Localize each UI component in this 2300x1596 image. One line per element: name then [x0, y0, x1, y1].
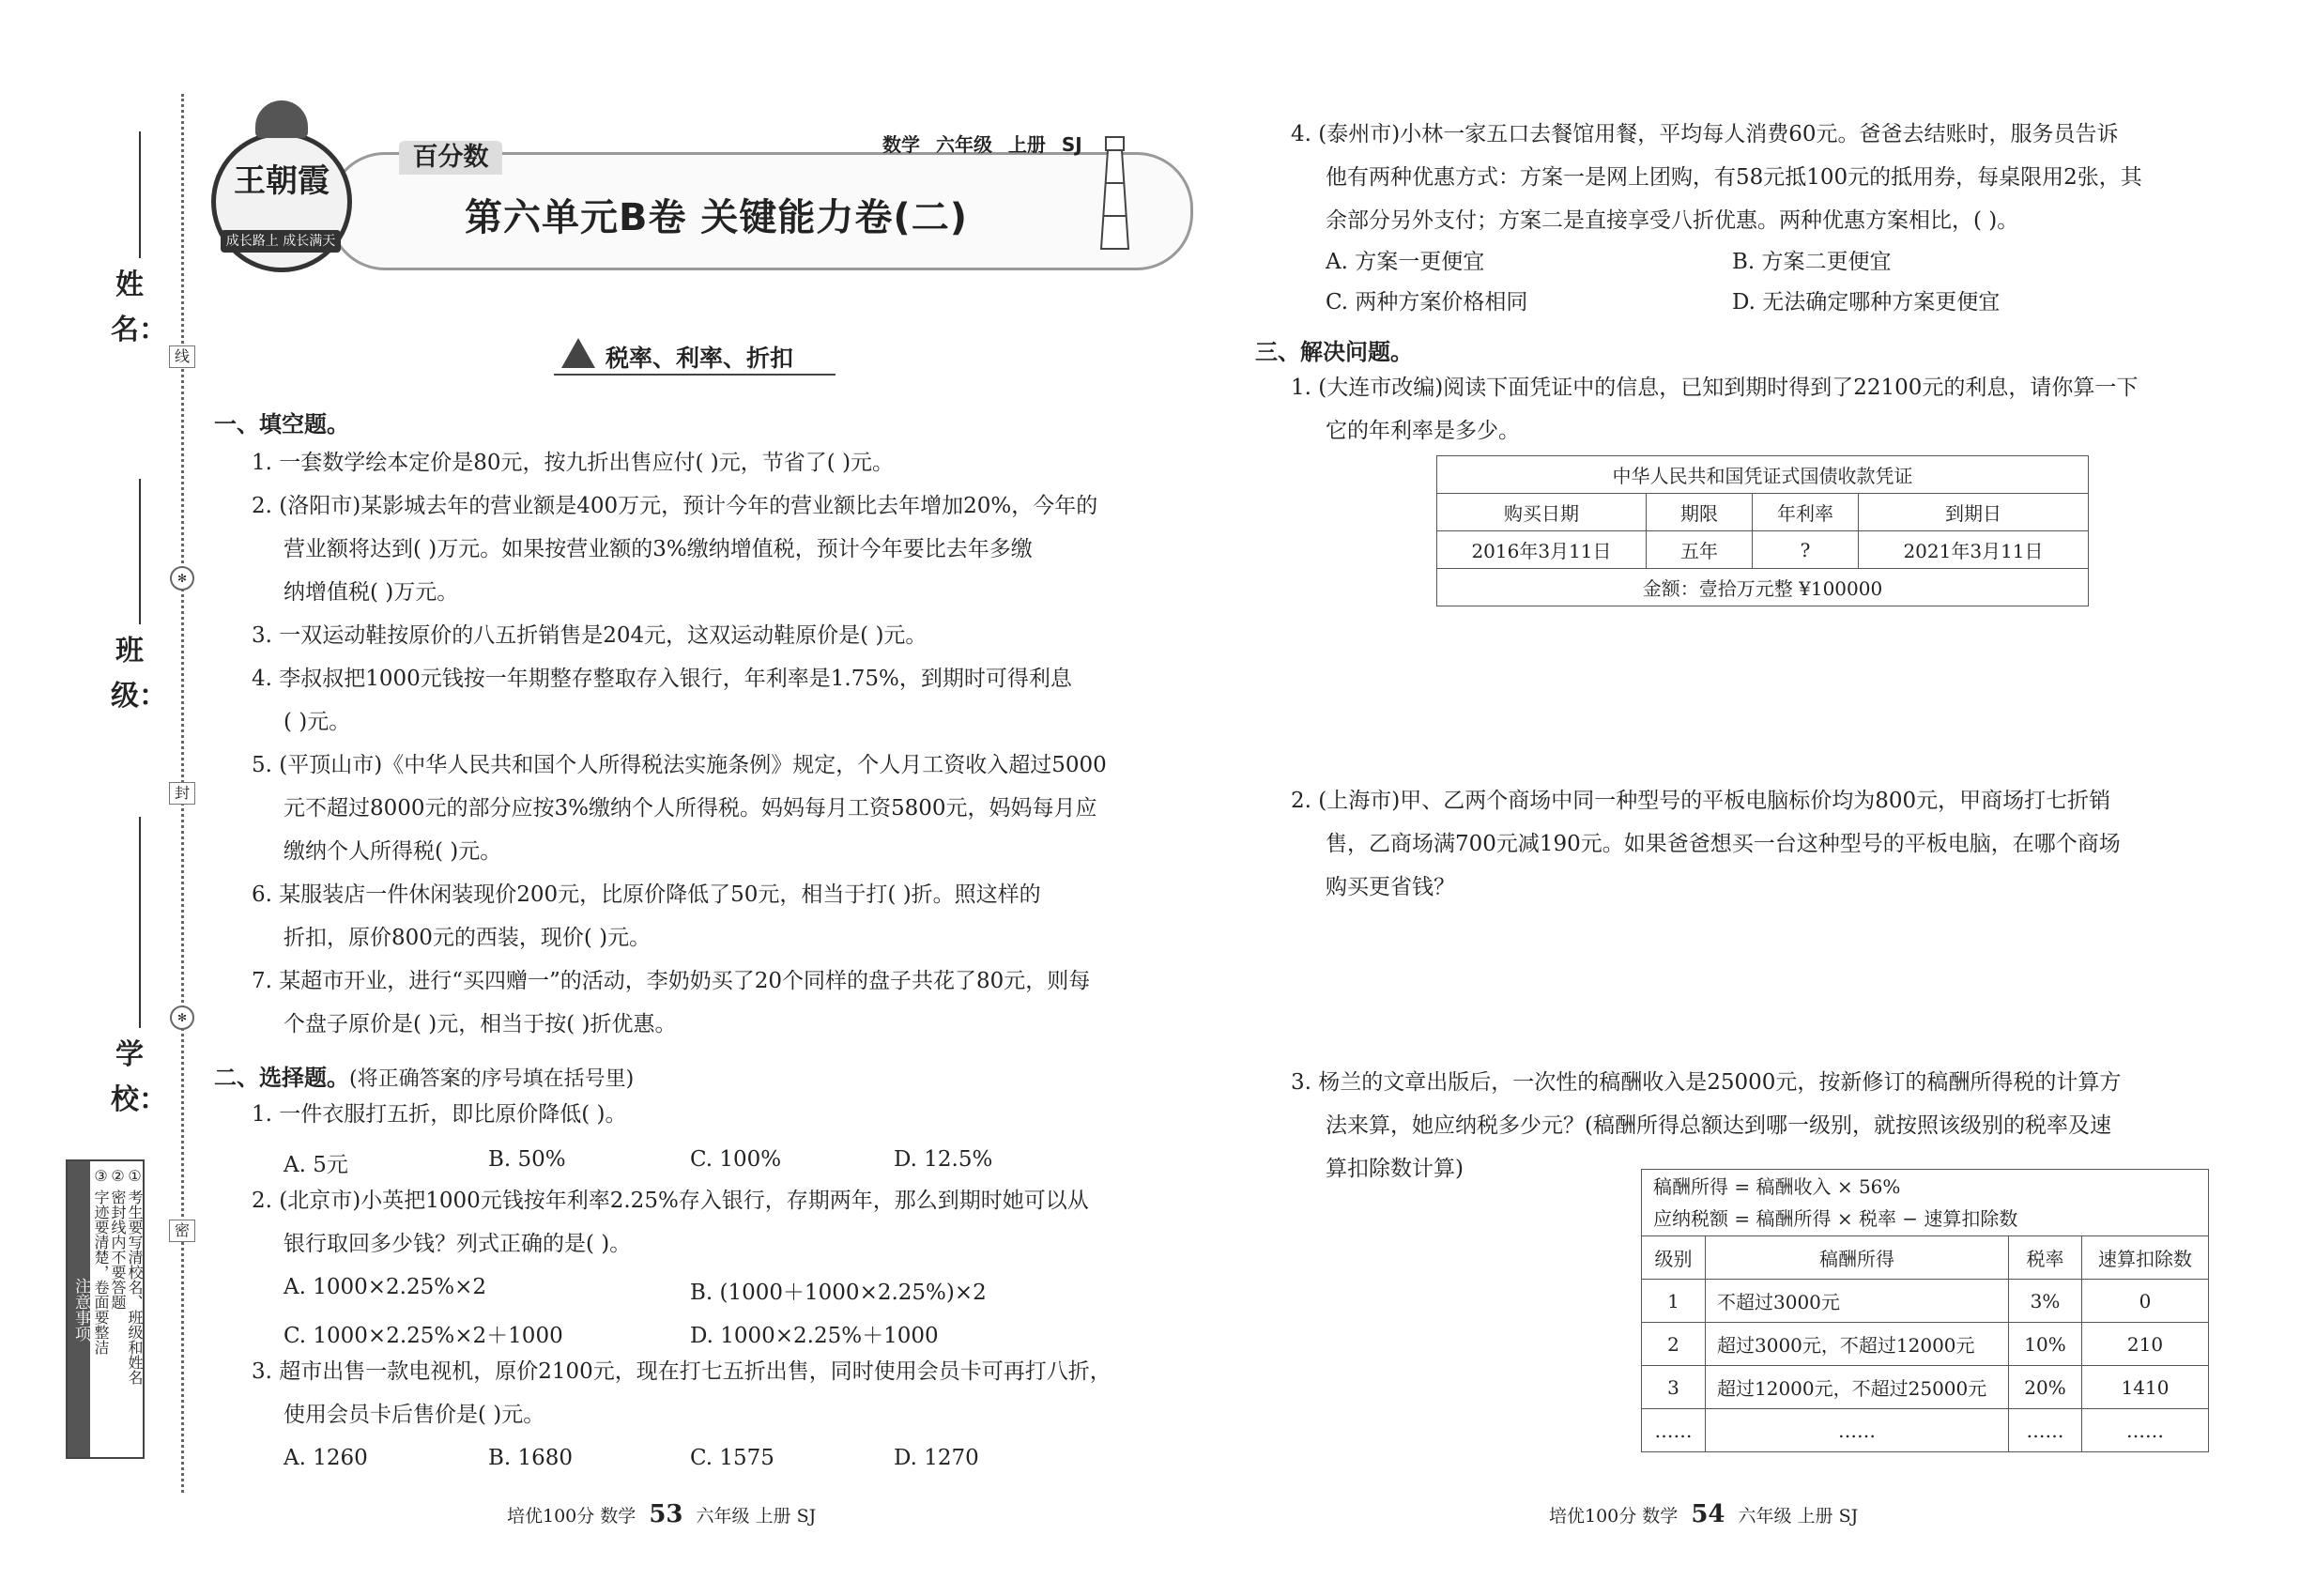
choice-q2-line1: 2. (北京市)小英把1000元钱按年利率2.25%存入银行，存期两年，那么到期时她可以从	[252, 1189, 1089, 1213]
tax-header: 级别	[1642, 1236, 1706, 1280]
table-row	[1642, 1323, 2209, 1366]
voucher-header: 到期日	[1859, 494, 2089, 531]
voucher-header: 年利率	[1753, 494, 1859, 531]
voucher-title: 中华人民共和国凭证式国债收款凭证	[1437, 456, 2089, 494]
solve-q2-line1: 2. (上海市)甲、乙两个商场中同一种型号的平板电脑标价均为800元，甲商场打七折销	[1291, 789, 2111, 813]
choice-q3-opt-d: D. 1270	[894, 1446, 979, 1470]
school-blank	[139, 817, 141, 1028]
notice-item: ① 考生要写清校名、班级和姓名	[126, 1167, 144, 1386]
tax-cell: 1	[1642, 1280, 1706, 1323]
tax-cell: 210	[2082, 1323, 2209, 1366]
tax-formulas	[1642, 1170, 2209, 1236]
choice-q1: 1. 一件衣服打五折，即比原价降低( )。	[252, 1102, 627, 1127]
tax-cell: 20%	[2009, 1366, 2082, 1409]
gear-icon: ✻	[170, 1005, 194, 1030]
solve-q3-line2: 法来算，她应纳税多少元？(稿酬所得总额达到哪一级别，就按照该级别的税率及速	[1326, 1113, 2111, 1138]
choice-q3-opt-b: B. 1680	[488, 1446, 574, 1470]
unit-tab: 百分数	[399, 141, 502, 175]
seal-mark-dense: 密	[169, 1220, 195, 1242]
choice-q4-opt-a: A. 方案一更便宜	[1326, 250, 1485, 274]
solve-q3-line1: 3. 杨兰的文章出版后，一次性的稿酬收入是25000元，按新修订的稿酬所得税的计算方	[1291, 1070, 2122, 1095]
table-row	[1642, 1366, 2209, 1409]
footer-right-post: 六年级 上册 SJ	[1738, 1506, 1859, 1527]
fill-q5-line3: 缴纳个人所得税( )元。	[284, 839, 502, 864]
fill-q6-line2: 折扣，原价800元的西装，现价( )元。	[284, 926, 652, 950]
choice-q4-opt-d: D. 无法确定哪种方案更便宜	[1732, 290, 2001, 315]
choice-q1-opt-d: D. 12.5%	[894, 1147, 993, 1172]
footer-left	[507, 1500, 816, 1528]
solve-q1-line1: 1. (大连市改编)阅读下面凭证中的信息，已知到期时得到了22100元的利息，请你算一下	[1291, 376, 2139, 400]
footer-left-pre: 培优100分 数学	[507, 1506, 636, 1527]
footer-right-pre: 培优100分 数学	[1549, 1506, 1679, 1527]
seal-mark-seal: 封	[169, 782, 195, 805]
page-title: 第六单元B卷 关键能力卷(二)	[465, 196, 968, 239]
solve-q1-line2: 它的年利率是多少。	[1326, 419, 1520, 443]
fill-q6-line1: 6. 某服装店一件休闲装现价200元，比原价降低了50元，相当于打( )折。照这样的	[252, 882, 1041, 907]
tax-cell: 0	[2082, 1280, 2209, 1323]
tax-cell: ……	[1706, 1409, 2009, 1452]
fill-q3: 3. 一双运动鞋按原价的八五折销售是204元，这双运动鞋原价是( )元。	[252, 623, 928, 648]
page-number: 53	[649, 1500, 683, 1528]
sailboat-icon	[561, 338, 595, 368]
choice-q2-opt-b: B. (1000＋1000×2.25%)×2	[690, 1281, 987, 1305]
logo-ribbon: 成长路上 成长满天	[221, 230, 341, 253]
fill-q4-line1: 4. 李叔叔把1000元钱按一年期整存整取存入银行，年利率是1.75%，到期时可得利息	[252, 667, 1072, 691]
choice-q2-opt-a: A. 1000×2.25%×2	[284, 1275, 487, 1299]
footer-right	[1549, 1500, 1858, 1528]
tax-formula-2: 应纳税额 = 稿酬所得 × 税率 − 速算扣除数	[1653, 1207, 2018, 1230]
choice-q2-line2: 银行取回多少钱？列式正确的是( )。	[284, 1232, 632, 1256]
tax-cell: 10%	[2009, 1323, 2082, 1366]
choice-q3-line1: 3. 超市出售一款电视机，原价2100元，现在打七五折出售，同时使用会员卡可再打八折，	[252, 1359, 1112, 1384]
table-row	[1642, 1409, 2209, 1452]
tax-header: 稿酬所得	[1706, 1236, 2009, 1280]
name-label: 姓 名：	[111, 269, 167, 346]
fill-q2-line3: 纳增值税( )万元。	[284, 580, 459, 605]
logo-text: 王朝霞	[234, 162, 330, 200]
solve-q2-line2: 售，乙商场满700元减190元。如果爸爸想买一台这种型号的平板电脑，在哪个商场	[1326, 832, 2121, 856]
banner-underline	[554, 374, 836, 376]
bond-voucher-table	[1436, 455, 2089, 606]
voucher-amount: 金额：壹拾万元整 ¥100000	[1437, 569, 2089, 606]
choice-q2-opt-c: C. 1000×2.25%×2＋1000	[284, 1324, 563, 1348]
fill-q4-line2: ( )元。	[284, 710, 351, 734]
choice-q1-opt-c: C. 100%	[690, 1147, 782, 1172]
class-label: 班 级：	[111, 635, 167, 713]
fill-q2-line1: 2. (洛阳市)某影城去年的营业额是400万元，预计今年的营业额比去年增加20%，今年的	[252, 494, 1098, 518]
tax-cell: 2	[1642, 1323, 1706, 1366]
notice-list	[92, 1167, 143, 1385]
header-meta: 数学 六年级 上册 SJ	[882, 133, 1082, 156]
choice-q4-line1: 4. (泰州市)小林一家五口去餐馆用餐，平均每人消费60元。爸爸去结账时，服务员告诉	[1291, 122, 2119, 146]
footer-left-post: 六年级 上册 SJ	[696, 1506, 817, 1527]
fill-q7-line2: 个盘子原价是( )元，相当于按( )折优惠。	[284, 1012, 677, 1036]
choice-q3-opt-c: C. 1575	[690, 1446, 774, 1470]
choice-q4-line2: 他有两种优惠方式：方案一是网上团购，有58元抵100元的抵用券，每桌限用2张，其	[1326, 165, 2142, 190]
tax-cell: 1410	[2082, 1366, 2209, 1409]
page-number: 54	[1691, 1500, 1725, 1528]
tax-table	[1641, 1169, 2209, 1452]
fill-q1: 1. 一套数学绘本定价是80元，按九折出售应付( )元，节省了( )元。	[252, 451, 895, 475]
tax-cell: 3	[1642, 1366, 1706, 1409]
part2-title	[214, 1059, 634, 1092]
tax-formula-1: 稿酬所得 = 稿酬收入 × 56%	[1653, 1175, 1901, 1198]
choice-q4-opt-b: B. 方案二更便宜	[1732, 250, 1892, 274]
tax-cell: 超过12000元，不超过25000元	[1706, 1366, 2009, 1409]
voucher-header: 期限	[1647, 494, 1753, 531]
choice-q3-opt-a: A. 1260	[284, 1446, 368, 1470]
solve-q3-line3: 算扣除数计算)	[1326, 1157, 1464, 1181]
part2-note: (将正确答案的序号填在括号里)	[349, 1067, 635, 1091]
choice-q4-opt-c: C. 两种方案价格相同	[1326, 290, 1528, 315]
voucher-cell: 五年	[1647, 531, 1753, 569]
notice-item: ③ 字迹要清楚，卷面要整洁	[92, 1167, 110, 1356]
lighthouse-icon	[1089, 131, 1141, 253]
seal-mark-wire: 线	[169, 345, 195, 368]
choice-q3-line2: 使用会员卡后售价是( )元。	[284, 1403, 545, 1427]
tax-cell: ……	[2082, 1409, 2209, 1452]
fill-q7-line1: 7. 某超市开业，进行“买四赠一”的活动，李奶奶买了20个同样的盘子共花了80元，则每	[252, 969, 1091, 993]
tax-header: 速算扣除数	[2082, 1236, 2209, 1280]
table-row	[1642, 1280, 2209, 1323]
tax-cell: 超过3000元，不超过12000元	[1706, 1323, 2009, 1366]
gear-icon: ✻	[170, 566, 194, 591]
voucher-cell: 2016年3月11日	[1437, 531, 1647, 569]
part2-title-text: 二、选择题。	[214, 1065, 349, 1091]
tax-header: 税率	[2009, 1236, 2082, 1280]
choice-q2-opt-d: D. 1000×2.25%＋1000	[690, 1324, 939, 1348]
fill-q2-line2: 营业额将达到( )万元。如果按营业额的3%缴纳增值税，预计今年要比去年多缴	[284, 537, 1033, 561]
tax-cell: 3%	[2009, 1280, 2082, 1323]
school-label: 学 校：	[111, 1038, 167, 1116]
part3-title: 三、解决问题。	[1255, 339, 1413, 365]
voucher-header: 购买日期	[1437, 494, 1647, 531]
notice-box	[66, 1159, 145, 1459]
fill-q5-line1: 5. (平顶山市)《中华人民共和国个人所得税法实施条例》规定，个人月工资收入超过5000	[252, 753, 1107, 777]
choice-q1-opt-b: B. 50%	[488, 1147, 566, 1172]
notice-title: 注意事项	[68, 1161, 90, 1457]
part1-title: 一、填空题。	[214, 411, 349, 437]
choice-q4-line3: 余部分另外支付；方案二是直接享受八折优惠。两种优惠方案相比，( )。	[1326, 208, 2019, 233]
choice-q1-opt-a: A. 5元	[284, 1153, 348, 1177]
class-blank	[139, 479, 141, 624]
notice-item: ② 密封线内不要答题	[109, 1167, 127, 1311]
voucher-cell: 2021年3月11日	[1859, 531, 2089, 569]
tax-cell: ……	[2009, 1409, 2082, 1452]
tax-cell: ……	[1642, 1409, 1706, 1452]
crown-icon	[255, 100, 308, 138]
solve-q2-line3: 购买更省钱？	[1326, 875, 1455, 899]
section-banner: 税率、利率、折扣	[606, 345, 794, 372]
tax-cell: 不超过3000元	[1706, 1280, 2009, 1323]
fill-q5-line2: 元不超过8000元的部分应按3%缴纳个人所得税。妈妈每月工资5800元，妈妈每月应	[284, 796, 1097, 821]
brand-logo	[211, 131, 352, 272]
voucher-cell: ?	[1753, 531, 1859, 569]
name-blank	[139, 131, 141, 258]
